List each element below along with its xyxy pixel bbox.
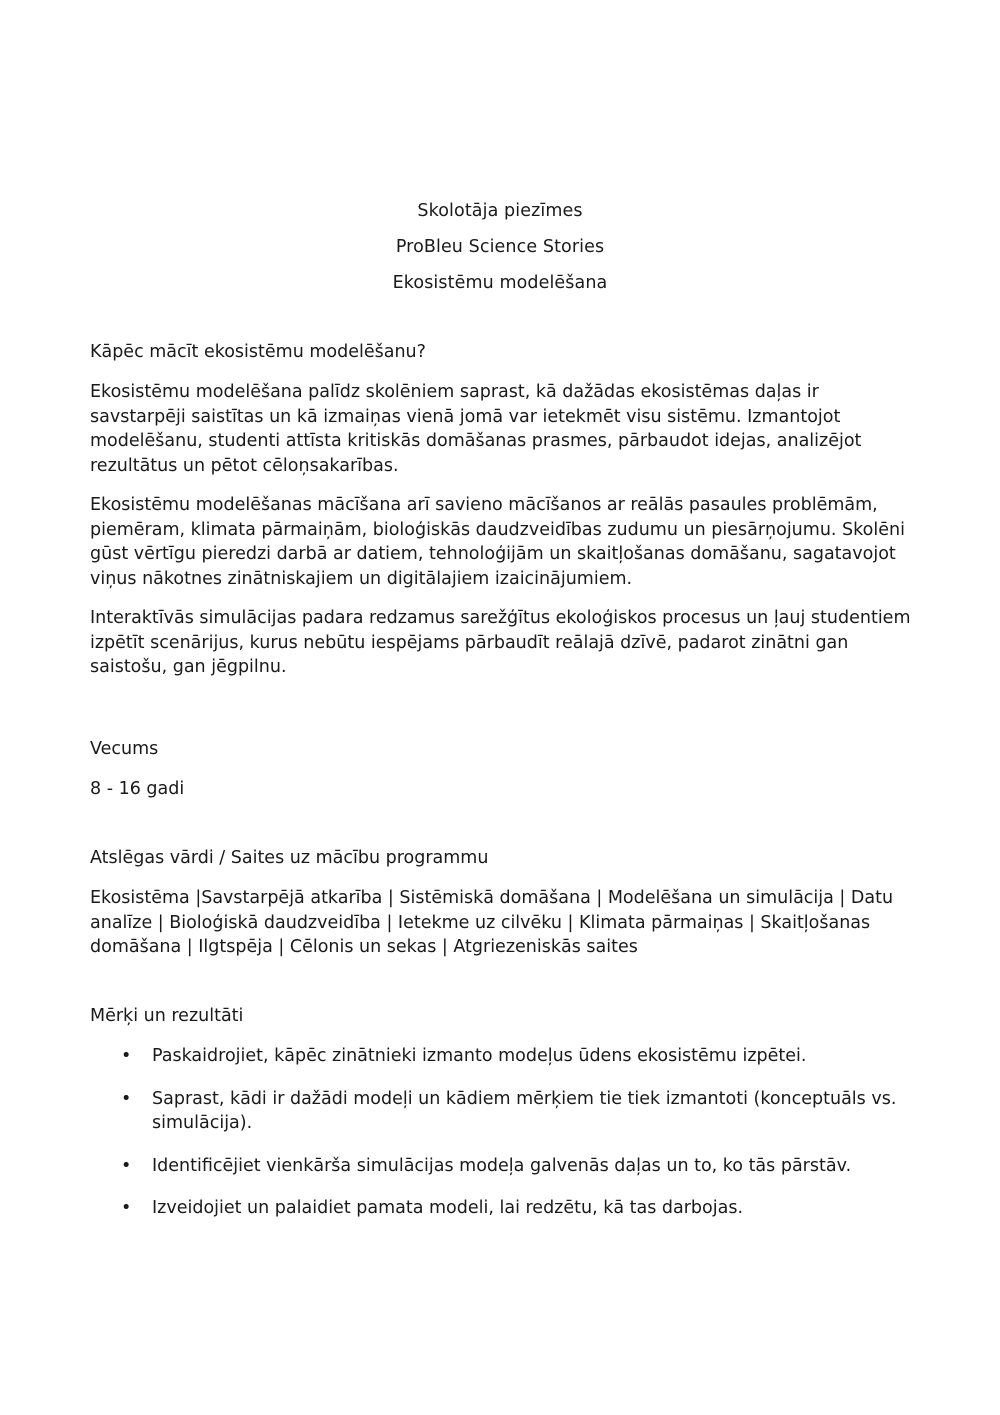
why-teach-paragraph-2: Ekosistēmu modelēšanas mācīšana arī savieno mācīšanos ar reālās pasaules problēmām, piemēram, klimata pārmaiņām, bioloģiskās daudzveidības zudumu un piesārņojumu. Skolēni gūst vērtīgu pieredzi darbā ar datiem, tehnoloģijām un skaitļošanas domāšanu, sagatavojot viņus nākotnes zinātniskajiem un digitālajiem izaicinājumiem.: [90, 495, 905, 589]
document-title-line-2: ProBleu Science Stories: [395, 237, 605, 257]
keywords-text: Ekosistēma |Savstarpējā atkarība | Sistēmiskā domāšana | Modelēšana un simulācija | Datu analīze | Bioloģiskā daudzveidība | Ietekme uz cilvēku | Klimata pārmaiņas | Skaitļošanas domāšana | Ilgtspēja | Cēlonis un sekas | Atgriezeniskās saites: [90, 888, 894, 957]
spacer-before-age: [90, 680, 912, 737]
spacer-before-objectives: [90, 960, 912, 1004]
bullet-icon: •: [121, 1155, 132, 1176]
document-title-line-3: Ekosistēmu modelēšana: [392, 273, 608, 293]
bullet-icon: •: [121, 1198, 132, 1218]
objective-text: Izveidojiet un palaidiet pamata modeli, lai redzētu, kā tas darbojas.: [152, 1198, 744, 1218]
bullet-icon: •: [121, 1088, 132, 1109]
age-value: 8 - 16 gadi: [90, 779, 185, 799]
spacer-before-keywords: [90, 802, 912, 846]
why-teach-paragraph-3: Interaktīvās simulācijas padara redzamus sarežģītus ekoloģiskos procesus un ļauj studentiem izpētīt scenārijus, kurus nebūtu iespējams pārbaudīt reālajā dzīvē, padarot zinātni gan saistošu, gan jēgpilnu.: [90, 608, 911, 677]
objective-text: Paskaidrojiet, kāpēc zinātnieki izmanto modeļus ūdens ekosistēmu izpētei.: [152, 1046, 807, 1066]
keywords-heading: Atslēgas vārdi / Saites uz mācību programmu: [90, 847, 489, 868]
document-title-block: [0, 193, 1000, 301]
list-item: [90, 1087, 912, 1136]
why-teach-heading: Kāpēc mācīt ekosistēmu modelēšanu?: [90, 342, 426, 362]
objective-text: Saprast, kādi ir dažādi modeļi un kādiem mērķiem tie tiek izmantoti (konceptuāls vs. simulācija).: [152, 1088, 897, 1133]
objectives-heading: Mērķi un rezultāti: [90, 1005, 244, 1026]
document-body: [90, 340, 912, 1221]
age-heading: Vecums: [90, 738, 159, 759]
list-item: [90, 1154, 912, 1179]
list-item: [90, 1196, 912, 1221]
document-title-line-1: Skolotāja piezīmes: [417, 201, 583, 221]
objective-text: Identificējiet vienkārša simulācijas modeļa galvenās daļas un to, ko tās pārstāv.: [152, 1155, 852, 1176]
list-item: [90, 1044, 912, 1069]
why-teach-paragraph-1: Ekosistēmu modelēšana palīdz skolēniem saprast, kā dažādas ekosistēmas daļas ir savstarpēji saistītas un kā izmaiņas vienā jomā var ietekmēt visu sistēmu. Izmantojot modelēšanu, studenti attīsta kritiskās domāšanas prasmes, pārbaudot idejas, analizējot rezultātus un pētot cēloņsakarības.: [90, 382, 862, 476]
bullet-icon: •: [121, 1046, 132, 1066]
objectives-list: [90, 1044, 912, 1221]
